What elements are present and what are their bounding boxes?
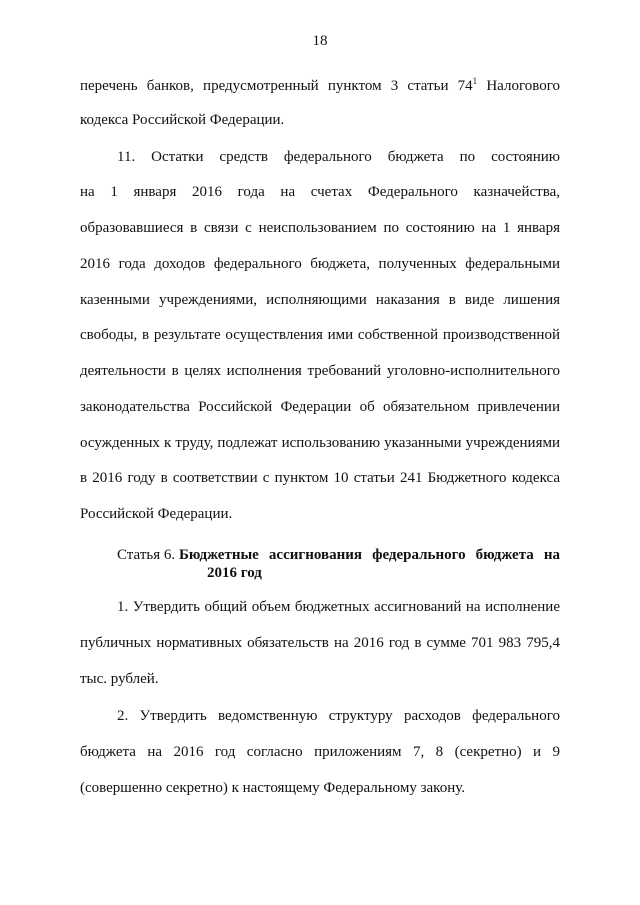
- paragraph-11-line: законодательства Российской Федерации об обязательном привлечении: [80, 399, 560, 415]
- paragraph-11-line: 11. Остатки средств федерального бюджета по состоянию: [117, 149, 560, 165]
- item-2-line: (совершенно секретно) к настоящему Федеральному закону.: [80, 780, 465, 796]
- article-6-heading: [117, 546, 560, 581]
- paragraph-11-line: осужденных к труду, подлежат использованию указанными учреждениями: [80, 435, 560, 451]
- paragraph-10-line-1: [80, 77, 560, 95]
- paragraph-11-line: образовавшиеся в связи с неиспользованием по состоянию на 1 января: [80, 220, 560, 236]
- paragraph-11-line: в 2016 году в соответствии с пунктом 10 статьи 241 Бюджетного кодекса: [80, 470, 560, 486]
- paragraph-11-line: деятельности в целях исполнения требований уголовно-исполнительного: [80, 363, 560, 379]
- item-1-line: тыс. рублей.: [80, 671, 159, 687]
- paragraph-11-line: свободы, в результате осуществления ими собственной производственной: [80, 327, 560, 343]
- article-title-line-1: Бюджетные ассигнования федерального бюджета на: [179, 547, 560, 563]
- paragraph-11-line: казенными учреждениями, исполняющими наказания в виде лишения: [80, 292, 560, 308]
- item-2-line: 2. Утвердить ведомственную структуру расходов федерального: [117, 708, 560, 724]
- item-1-line: 1. Утвердить общий объем бюджетных ассигнований на исполнение: [117, 599, 560, 615]
- paragraph-11-line: на 1 января 2016 года на счетах Федерального казначейства,: [80, 184, 560, 200]
- paragraph-10-line-1-text: перечень банков, предусмотренный пунктом 3 статьи 74: [80, 78, 473, 94]
- article-label: Статья 6.: [117, 547, 176, 563]
- article-superscript: 1: [472, 76, 478, 86]
- paragraph-10-line-2: кодекса Российской Федерации.: [80, 112, 285, 128]
- item-2-line: бюджета на 2016 год согласно приложениям 7, 8 (секретно) и 9: [80, 744, 560, 760]
- article-title-line-2: 2016 год: [207, 565, 262, 581]
- paragraph-11-line: Российской Федерации.: [80, 506, 233, 522]
- page-number: 18: [312, 33, 328, 49]
- item-1-line: публичных нормативных обязательств на 2016 год в сумме 701 983 795,4: [80, 635, 560, 651]
- paragraph-11-line: 2016 года доходов федерального бюджета, полученных федеральными: [80, 256, 560, 272]
- article-title: [179, 546, 560, 582]
- paragraph-10-line-1-tail: Налогового: [477, 78, 560, 94]
